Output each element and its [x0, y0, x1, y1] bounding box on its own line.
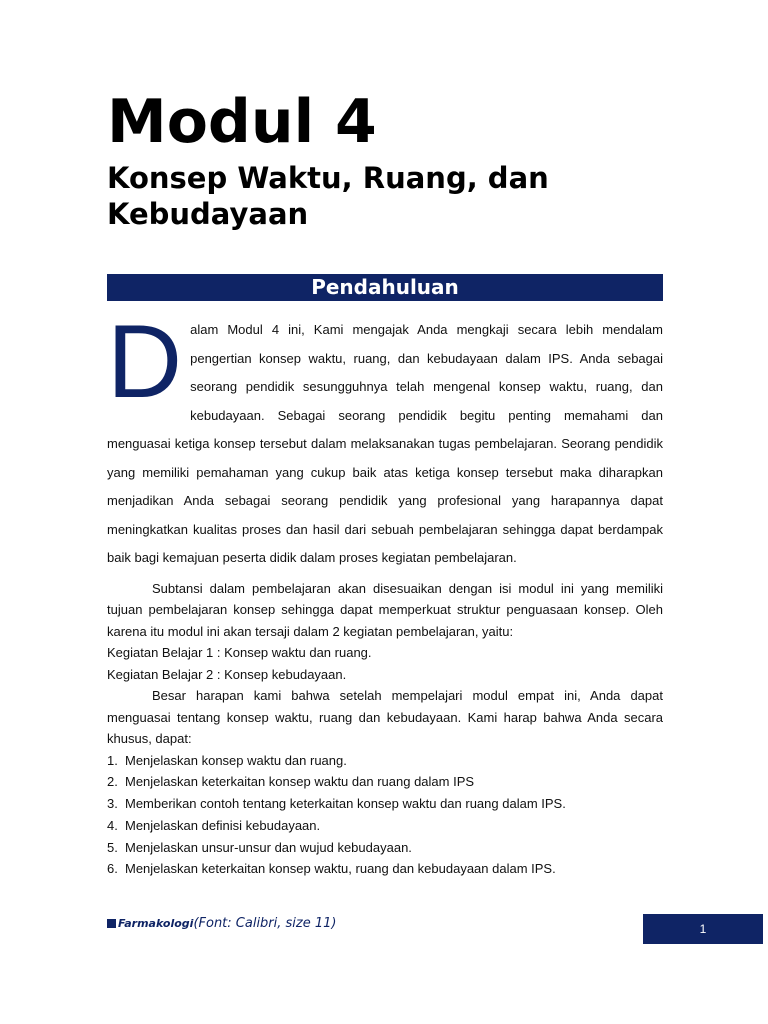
- list-item: 2. Menjelaskan keterkaitan konsep waktu dan ruang dalam IPS: [107, 774, 475, 790]
- list-item: 6. Menjelaskan keterkaitan konsep waktu, ruang dan kebudayaan dalam IPS.: [107, 861, 556, 877]
- section-heading-bar: Pendahuluan: [107, 274, 663, 301]
- list-item: 3. Memberikan contoh tentang keterkaitan konsep waktu dan ruang dalam IPS.: [107, 796, 566, 812]
- list-item: 4. Menjelaskan definisi kebudayaan.: [107, 817, 321, 833]
- learning-activity-1: Kegiatan Belajar 1 : Konsep waktu dan ruang.: [107, 645, 372, 660]
- list-item: 1. Menjelaskan konsep waktu dan ruang.: [107, 752, 347, 768]
- module-subtitle: Konsep Waktu, Ruang, dan Kebudayaan: [107, 161, 549, 231]
- footer-label: [107, 916, 336, 931]
- list-item: 5. Menjelaskan unsur-unsur dan wujud kebudayaan.: [107, 839, 412, 855]
- module-title: Modul 4: [107, 87, 377, 157]
- page-number: 1: [643, 914, 763, 944]
- substance-paragraph: Subtansi dalam pembelajaran akan disesuaikan dengan isi modul ini yang memiliki tujuan pembelajaran konsep sehingga dapat memperkuat struktur penguasaan konsep. Oleh karena itu modul ini akan tersaji dalam 2 kegiatan pembelajaran, yaitu:: [107, 580, 663, 639]
- expectation-paragraph: Besar harapan kami bahwa setelah mempelajari modul empat ini, Anda dapat menguasai tentang konsep waktu, ruang dan kebudayaan. Kami harap bahwa Anda secara khusus, dapat:: [107, 688, 663, 746]
- footer-font-note: (Font: Calibri, size 11): [193, 916, 337, 931]
- square-bullet-icon: [107, 919, 116, 928]
- drop-cap: D: [107, 304, 183, 420]
- document-body: [107, 304, 663, 880]
- footer-brand: Farmakologi: [118, 917, 194, 930]
- objectives-list: [107, 750, 663, 881]
- intro-text: alam Modul 4 ini, Kami mengajak Anda mengkaji secara lebih mendalam pengertian konsep waktu, ruang, dan kebudayaan dalam IPS. Anda sebagai seorang pendidik sesungguhnya telah mengenal konsep waktu, ruang, dan kebudayaan. Sebagai seorang pendidik begitu penting memahami dan menguasai ketiga konsep tersebut dalam melaksanakan tugas pembelajaran. Seorang pendidik yang memiliki pemahaman yang cukup baik atas ketiga konsep tersebut maka diharapkan menjadikan Anda sebagai seorang pendidik yang profesional yang harapannya dapat meningkatkan kualitas proses dan hasil dari sebuah pembelajaran sehingga dapat berdampak baik bagi kemajuan peserta didik dalam proses kegiatan pembelajaran.: [107, 322, 663, 565]
- intro-paragraph: [107, 304, 663, 573]
- learning-activity-2: Kegiatan Belajar 2 : Konsep kebudayaan.: [107, 666, 347, 682]
